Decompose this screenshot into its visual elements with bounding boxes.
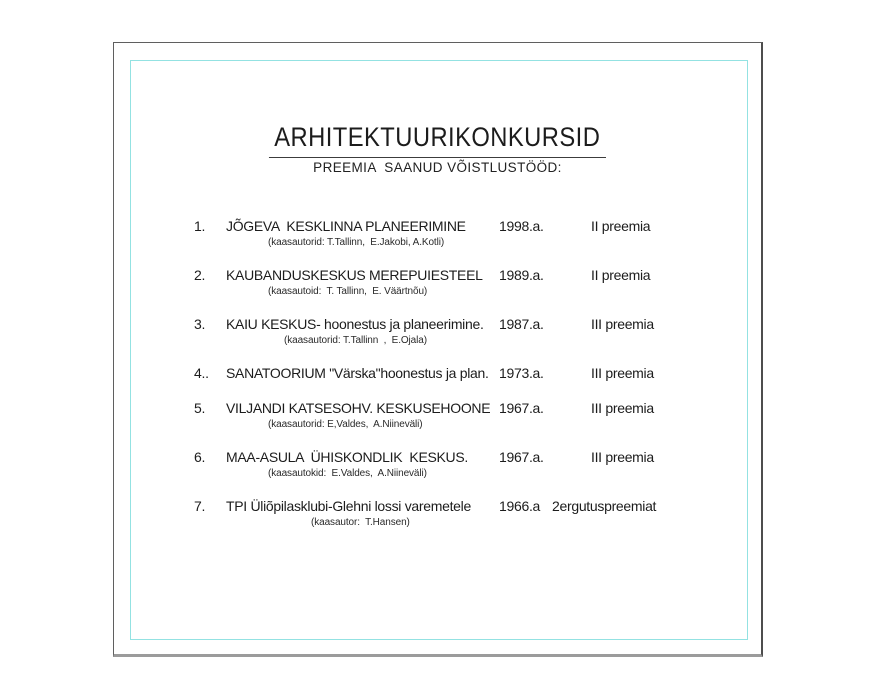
competition-row	[194, 448, 761, 466]
competition-row	[194, 364, 761, 382]
item-title: JÕGEVA KESKLINNA PLANEERIMINE	[226, 218, 466, 234]
item-title: SANATOORIUM "Värska"hoonestus ja plan.	[226, 365, 489, 381]
item-prize: 2ergutuspreemiat	[552, 498, 657, 514]
competition-row	[194, 217, 761, 235]
page-border-frame	[113, 42, 763, 657]
item-year: 1998.a.	[499, 218, 544, 234]
item-title: VILJANDI KATSESOHV. KESKUSEHOONE	[226, 400, 491, 416]
item-prize: III preemia	[591, 400, 654, 416]
item-authors: (kaasautokid: E.Valdes, A.Niineväli)	[268, 468, 427, 479]
competition-item	[194, 364, 761, 382]
item-title: MAA-ASULA ÜHISKONDLIK KESKUS.	[226, 449, 468, 465]
item-title: KAUBANDUSKESKUS MEREPUIESTEEL	[226, 267, 483, 283]
item-prize: II preemia	[591, 218, 651, 234]
item-year: 1989.a.	[499, 267, 544, 283]
item-number: 7.	[194, 498, 206, 514]
competition-item	[194, 315, 761, 347]
item-number: 2.	[194, 267, 206, 283]
competition-row	[194, 399, 761, 417]
item-authors: (kaasautorid: T.Tallinn, E.Jakobi, A.Kotli)	[268, 237, 445, 248]
document-subtitle: PREEMIA SAANUD VÕISTLUSTÖÖD:	[313, 160, 562, 175]
item-number: 3.	[194, 316, 206, 332]
competition-item	[194, 217, 761, 249]
item-prize: III preemia	[591, 365, 654, 381]
item-authors: (kaasautorid: T.Tallinn , E.Ojala)	[284, 335, 427, 346]
item-number: 6.	[194, 449, 206, 465]
item-authors: (kaasautor: T.Hansen)	[311, 517, 410, 528]
competition-list	[194, 217, 761, 546]
item-authors: (kaasautorid: E,Valdes, A.Niineväli)	[268, 419, 423, 430]
document-title: ARHITEKTUURIKONKURSID	[269, 122, 606, 158]
item-year: 1967.a.	[499, 400, 544, 416]
item-number: 1.	[194, 218, 206, 234]
competition-row	[194, 315, 761, 333]
competition-item	[194, 399, 761, 431]
item-title: KAIU KESKUS- hoonestus ja planeerimine.	[226, 316, 484, 332]
item-number: 4..	[194, 365, 209, 381]
item-authors: (kaasautoid: T. Tallinn, E. Väärtnõu)	[268, 286, 428, 297]
item-year: 1973.a.	[499, 365, 544, 381]
item-year: 1987.a.	[499, 316, 544, 332]
item-prize: II preemia	[591, 267, 651, 283]
item-year: 1966.a	[499, 498, 541, 514]
item-prize: III preemia	[591, 449, 654, 465]
title-wrap	[114, 122, 761, 158]
item-number: 5.	[194, 400, 206, 416]
competition-item	[194, 448, 761, 480]
item-year: 1967.a.	[499, 449, 544, 465]
item-prize: III preemia	[591, 316, 654, 332]
competition-item	[194, 497, 761, 529]
item-title: TPI Üliõpilasklubi-Glehni lossi varemetele	[226, 498, 471, 514]
competition-row	[194, 497, 761, 515]
competition-row	[194, 266, 761, 284]
competition-item	[194, 266, 761, 298]
